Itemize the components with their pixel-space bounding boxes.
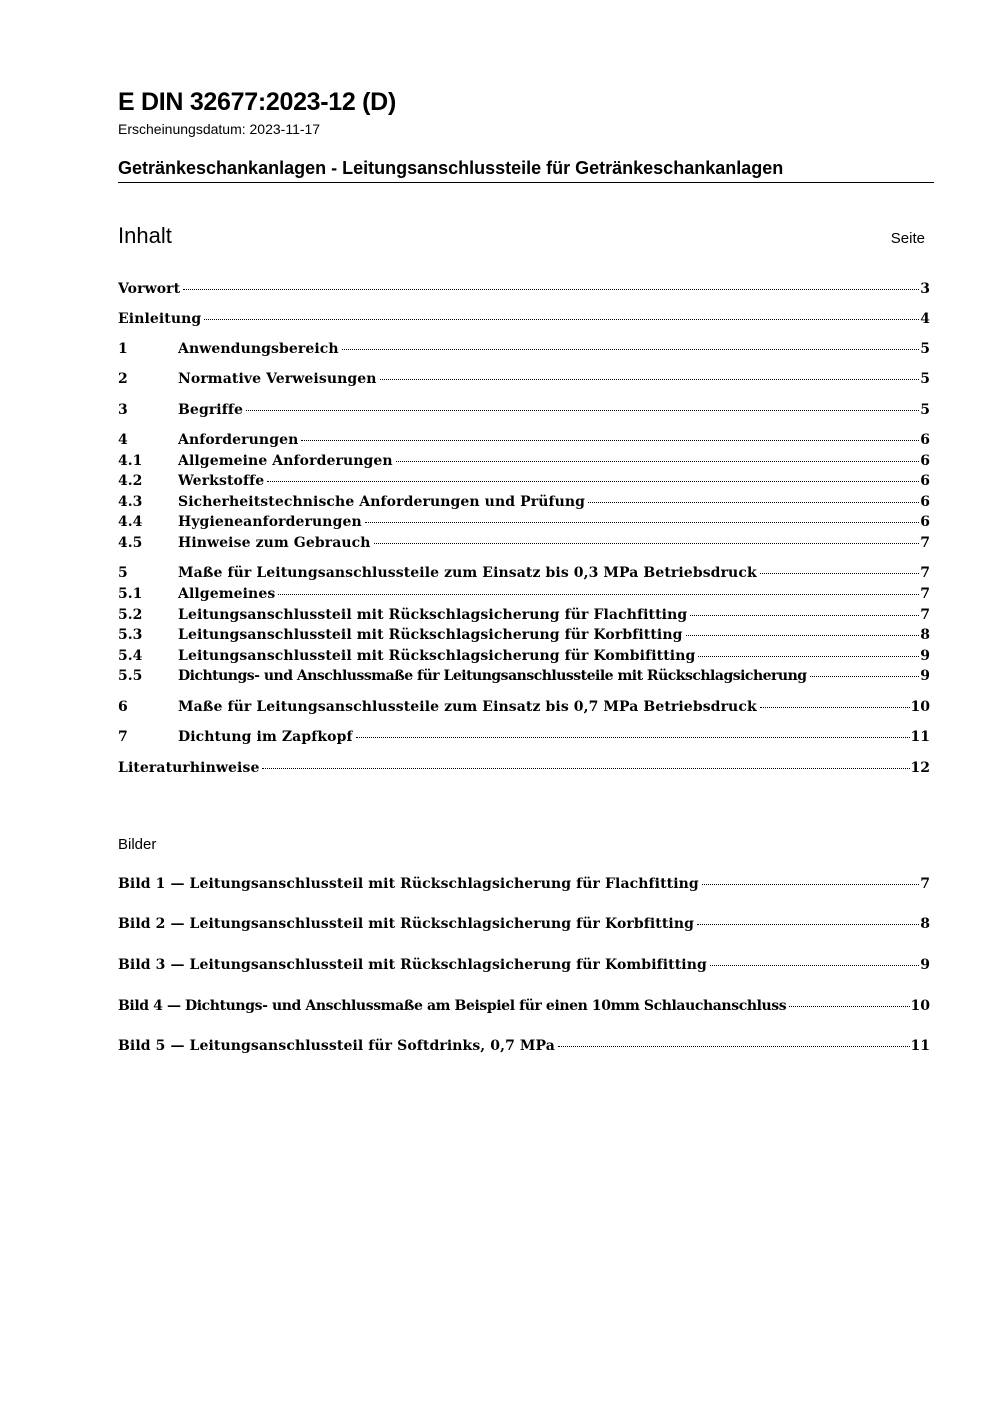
- toc-entry-number: 7: [118, 729, 128, 745]
- toc-entry-page: 8: [920, 627, 930, 643]
- dot-leader: [278, 594, 919, 595]
- toc-entry-number: 5.2: [118, 607, 143, 623]
- toc-entry-page: 3: [920, 281, 930, 297]
- figure-entry-page: 7: [920, 876, 930, 892]
- toc-entry-title: Leitungsanschlussteil mit Rückschlagsicherung für Flachfitting: [178, 607, 688, 623]
- dot-leader: [686, 635, 920, 636]
- toc-entry[interactable]: [118, 699, 930, 719]
- page-column-label: Seite: [890, 230, 925, 247]
- figure-entry[interactable]: [118, 916, 930, 936]
- toc-entry-number: 5.5: [118, 668, 143, 684]
- toc-entry[interactable]: [118, 586, 930, 606]
- toc-entry-title: Hinweise zum Gebrauch: [178, 535, 371, 551]
- toc-entry[interactable]: [118, 535, 930, 555]
- toc-entry[interactable]: [118, 473, 930, 493]
- toc-entry[interactable]: [118, 565, 930, 585]
- toc-entry-title: Leitungsanschlussteil mit Rückschlagsicherung für Korbfitting: [178, 627, 683, 643]
- toc-entry[interactable]: [118, 627, 930, 647]
- dot-leader: [558, 1046, 910, 1047]
- toc-entry[interactable]: [118, 729, 930, 749]
- toc-entry-number: 4.5: [118, 535, 143, 551]
- toc-entry-page: 9: [920, 668, 930, 684]
- toc-entry-title: Dichtung im Zapfkopf: [178, 729, 353, 745]
- toc-entry-title: Maße für Leitungsanschlussteile zum Einsatz bis 0,3 MPa Betriebsdruck: [178, 565, 757, 581]
- dot-leader: [365, 522, 919, 523]
- figure-entry[interactable]: [118, 998, 930, 1018]
- figure-entry-title: Bild 5 — Leitungsanschlussteil für Softdrinks, 0,7 MPa: [118, 1038, 555, 1054]
- dot-leader: [588, 502, 919, 503]
- toc-entry[interactable]: [118, 648, 930, 668]
- toc-entry[interactable]: [118, 311, 930, 331]
- toc-entry-number: 4.3: [118, 494, 143, 510]
- figure-entry[interactable]: [118, 876, 930, 896]
- dot-leader: [204, 319, 919, 320]
- dot-leader: [267, 481, 919, 482]
- toc-entry-title: Allgemeine Anforderungen: [178, 453, 393, 469]
- figure-entry-page: 10: [910, 998, 930, 1014]
- toc-entry-page: 6: [920, 514, 930, 530]
- toc-entry-title: Dichtungs- und Anschlussmaße für Leitungsanschlussteile mit Rückschlagsicherung: [178, 668, 807, 684]
- toc-entry-number: 5: [118, 565, 128, 581]
- toc-entry[interactable]: [118, 760, 930, 780]
- toc-entry-title: Literaturhinweise: [118, 760, 260, 776]
- dot-leader: [810, 676, 920, 677]
- dot-leader: [246, 410, 919, 411]
- toc-entry-title: Begriffe: [178, 402, 243, 418]
- toc-entry-title: Allgemeines: [178, 586, 276, 602]
- toc-entry-page: 6: [920, 432, 930, 448]
- toc-entry-number: 3: [118, 402, 128, 418]
- toc-entry-page: 6: [920, 473, 930, 489]
- toc-entry-number: 4.1: [118, 453, 143, 469]
- toc-entry-page: 4: [920, 311, 930, 327]
- toc-entry-title: Einleitung: [118, 311, 202, 327]
- toc-entry[interactable]: [118, 341, 930, 361]
- document-title: Getränkeschankanlagen - Leitungsanschlussteile für Getränkeschankanlagen: [118, 158, 934, 183]
- dot-leader: [356, 737, 910, 738]
- figure-entry-title: Bild 2 — Leitungsanschlussteil mit Rückschlagsicherung für Korbfitting: [118, 916, 695, 932]
- dot-leader: [342, 349, 920, 350]
- dot-leader: [183, 289, 919, 290]
- toc-entry-page: 5: [920, 341, 930, 357]
- toc-entry[interactable]: [118, 514, 930, 534]
- toc-entry-page: 7: [920, 607, 930, 623]
- toc-entry[interactable]: [118, 453, 930, 473]
- toc-entry-number: 1: [118, 341, 128, 357]
- figure-entry-page: 9: [920, 957, 930, 973]
- toc-entry-page: 5: [920, 402, 930, 418]
- toc-entry[interactable]: [118, 494, 930, 514]
- toc-entry-title: Sicherheitstechnische Anforderungen und Prüfung: [178, 494, 586, 510]
- toc-entry[interactable]: [118, 281, 930, 301]
- figure-entry[interactable]: [118, 1038, 930, 1058]
- dot-leader: [374, 543, 920, 544]
- dot-leader: [697, 924, 919, 925]
- toc-entry-title: Anforderungen: [178, 432, 299, 448]
- toc-entry[interactable]: [118, 402, 930, 422]
- toc-entry-page: 7: [920, 535, 930, 551]
- release-date: Erscheinungsdatum: 2023-11-17: [118, 121, 321, 137]
- dot-leader: [262, 768, 909, 769]
- toc-entry-title: Werkstoffe: [178, 473, 265, 489]
- toc-entry-number: 4.2: [118, 473, 143, 489]
- toc-entry-page: 6: [920, 453, 930, 469]
- dot-leader: [760, 707, 910, 708]
- dot-leader: [702, 884, 919, 885]
- toc-entry-page: 6: [920, 494, 930, 510]
- toc-entry-number: 6: [118, 699, 128, 715]
- toc-entry[interactable]: [118, 607, 930, 627]
- dot-leader: [690, 615, 919, 616]
- toc-entry-page: 7: [920, 565, 930, 581]
- document-id: E DIN 32677:2023-12 (D): [118, 88, 396, 116]
- toc-entry-number: 5.4: [118, 648, 143, 664]
- toc-entry-number: 2: [118, 371, 128, 387]
- toc-entry[interactable]: [118, 432, 930, 452]
- figure-entry[interactable]: [118, 957, 930, 977]
- dot-leader: [789, 1006, 909, 1007]
- figure-entry-title: Bild 1 — Leitungsanschlussteil mit Rückschlagsicherung für Flachfitting: [118, 876, 699, 892]
- dot-leader: [396, 461, 920, 462]
- toc-entry-title: Hygieneanforderungen: [178, 514, 362, 530]
- toc-entry-title: Vorwort: [118, 281, 181, 297]
- figures-heading: Bilder: [118, 836, 157, 853]
- toc-entry-number: 4: [118, 432, 128, 448]
- toc-entry-number: 5.3: [118, 627, 143, 643]
- dot-leader: [760, 573, 919, 574]
- toc-entry-page: 5: [920, 371, 930, 387]
- dot-leader: [380, 379, 920, 380]
- toc-entry-title: Maße für Leitungsanschlussteile zum Einsatz bis 0,7 MPa Betriebsdruck: [178, 699, 757, 715]
- figure-entry-page: 8: [920, 916, 930, 932]
- toc-entry-page: 11: [910, 729, 930, 745]
- toc-entry-title: Anwendungsbereich: [178, 341, 339, 357]
- dot-leader: [698, 656, 919, 657]
- toc-entry[interactable]: [118, 668, 930, 688]
- toc-entry-number: 5.1: [118, 586, 143, 602]
- dot-leader: [710, 965, 919, 966]
- toc-entry-title: Normative Verweisungen: [178, 371, 377, 387]
- figure-entry-title: Bild 4 — Dichtungs- und Anschlussmaße am Beispiel für einen 10mm Schlauchanschluss: [118, 998, 787, 1014]
- toc-entry-page: 10: [910, 699, 930, 715]
- figure-entry-title: Bild 3 — Leitungsanschlussteil mit Rückschlagsicherung für Kombifitting: [118, 957, 707, 973]
- toc-entry[interactable]: [118, 371, 930, 391]
- toc-entry-number: 4.4: [118, 514, 143, 530]
- toc-entry-page: 12: [910, 760, 930, 776]
- dot-leader: [301, 440, 919, 441]
- toc-entry-title: Leitungsanschlussteil mit Rückschlagsicherung für Kombifitting: [178, 648, 696, 664]
- toc-entry-page: 7: [920, 586, 930, 602]
- figure-entry-page: 11: [910, 1038, 930, 1054]
- toc-entry-page: 9: [920, 648, 930, 664]
- toc-heading: Inhalt: [118, 223, 172, 248]
